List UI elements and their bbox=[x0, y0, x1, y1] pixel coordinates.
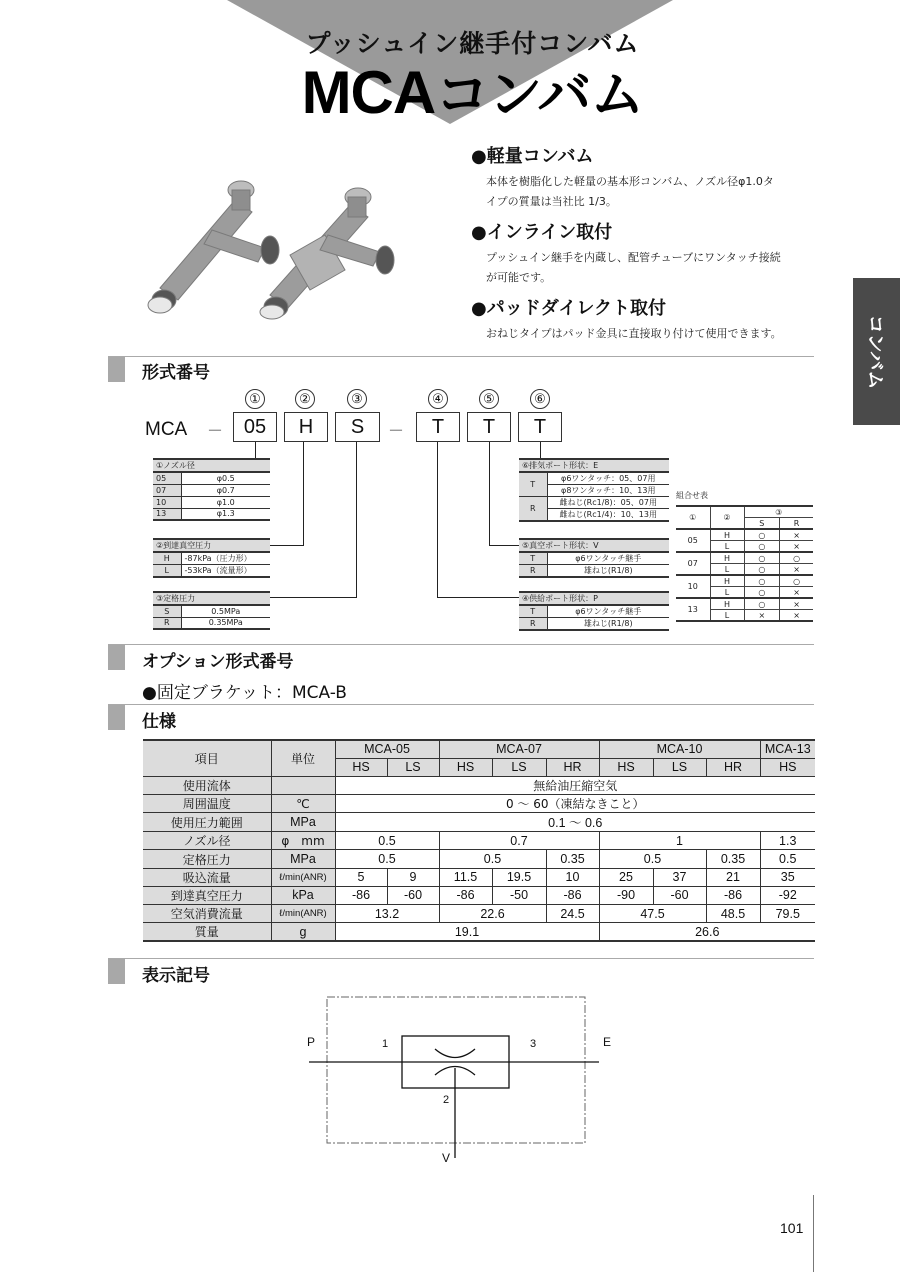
cell: L bbox=[710, 610, 744, 622]
cell: 0.5 bbox=[335, 850, 439, 868]
model-box-vacuum: H bbox=[284, 412, 328, 442]
connector-line bbox=[270, 597, 357, 598]
circled-number-2: ② bbox=[295, 389, 315, 409]
port-number-3: 3 bbox=[530, 1038, 537, 1050]
header-cell: ③ bbox=[744, 506, 813, 518]
section-title-specs: 仕様 bbox=[142, 712, 176, 732]
spec-row-fluid bbox=[143, 776, 815, 794]
header-cell: ① bbox=[676, 506, 710, 529]
page-title bbox=[0, 52, 900, 129]
cell: 19.5 bbox=[492, 868, 546, 886]
cell: 21 bbox=[706, 868, 760, 886]
cell: L bbox=[710, 541, 744, 553]
value-cell: φ0.7 bbox=[181, 484, 270, 496]
port-number-1: 1 bbox=[382, 1038, 389, 1050]
cell: × bbox=[780, 610, 813, 622]
header-variant: LS bbox=[387, 758, 439, 776]
row-label: 定格圧力 bbox=[143, 850, 271, 868]
title-latin: MCA bbox=[301, 59, 436, 126]
row-unit bbox=[271, 776, 335, 794]
vacuum-pressure-table bbox=[153, 538, 270, 578]
section-title-symbol: 表示記号 bbox=[142, 966, 210, 986]
model-box-pressure: S bbox=[335, 412, 380, 442]
header-cell: S bbox=[744, 518, 780, 530]
connector-line bbox=[489, 442, 490, 546]
cell: 79.5 bbox=[760, 905, 815, 923]
section-marker bbox=[108, 959, 125, 984]
section-title-option-model: オプション形式番号 bbox=[142, 652, 294, 672]
cell: H bbox=[710, 552, 744, 564]
cell: -86 bbox=[706, 886, 760, 904]
combo-table-title: 組合せ表 bbox=[676, 491, 708, 500]
cell: 0.5 bbox=[439, 850, 546, 868]
title-jp: コンバム bbox=[435, 63, 644, 126]
code-cell: 13 bbox=[153, 508, 181, 520]
code-cell: R bbox=[153, 617, 181, 629]
circled-number-3: ③ bbox=[347, 389, 367, 409]
code-cell: 10 bbox=[153, 496, 181, 508]
connector-line bbox=[540, 442, 541, 458]
cell: -92 bbox=[760, 886, 815, 904]
table-title: ②到達真空圧力 bbox=[153, 539, 270, 552]
page-number: 101 bbox=[780, 1220, 804, 1236]
table-title: ⑤真空ポート形状：V bbox=[519, 539, 669, 552]
value-cell: 雌ねじ(Rc1/8)：05、07用 bbox=[547, 497, 669, 509]
cell: 0.1 ～ 0.6 bbox=[335, 813, 815, 832]
cell: 無給油圧縮空気 bbox=[335, 776, 815, 794]
header-item: 項目 bbox=[143, 740, 271, 776]
row-label: 使用圧力範囲 bbox=[143, 813, 271, 832]
spec-row-suction bbox=[143, 868, 815, 886]
section-title-model-number: 形式番号 bbox=[142, 363, 210, 383]
port-label-e: E bbox=[603, 1035, 612, 1049]
circled-number-5: ⑤ bbox=[479, 389, 499, 409]
cell: 9 bbox=[387, 868, 439, 886]
code-cell: T bbox=[519, 605, 547, 618]
cell: × bbox=[780, 541, 813, 553]
cell: 11.5 bbox=[439, 868, 492, 886]
connector-line bbox=[437, 442, 438, 598]
cell: × bbox=[780, 598, 813, 610]
section-divider bbox=[108, 356, 814, 357]
cell: 1.3 bbox=[760, 832, 815, 850]
spec-table bbox=[143, 739, 815, 942]
code-cell: 07 bbox=[153, 484, 181, 496]
spec-row-pressure-range bbox=[143, 813, 815, 832]
cell: 48.5 bbox=[706, 905, 760, 923]
cell: ○ bbox=[744, 564, 780, 576]
header-variant: LS bbox=[492, 758, 546, 776]
row-label: 吸込流量 bbox=[143, 868, 271, 886]
product-image bbox=[140, 160, 440, 320]
cell: 0.35 bbox=[546, 850, 599, 868]
cell: -60 bbox=[653, 886, 706, 904]
row-unit: ℓ/min(ANR) bbox=[271, 905, 335, 923]
header-variant: HR bbox=[546, 758, 599, 776]
header-variant: HS bbox=[599, 758, 653, 776]
cell: 0.35 bbox=[706, 850, 760, 868]
cell: L bbox=[710, 587, 744, 599]
side-tab-label: コンバム bbox=[864, 314, 886, 389]
section-marker bbox=[108, 357, 125, 382]
model-box-exhaust-port: T bbox=[518, 412, 562, 442]
vacuum-port-table bbox=[519, 538, 669, 578]
size-cell: 07 bbox=[676, 552, 710, 575]
value-cell: φ6ワンタッチ継手 bbox=[547, 605, 669, 618]
value-cell: φ1.0 bbox=[181, 496, 270, 508]
header-unit: 単位 bbox=[271, 740, 335, 776]
model-dash: － bbox=[207, 423, 224, 440]
spec-row-air-consumption bbox=[143, 905, 815, 923]
header-variant: HS bbox=[439, 758, 492, 776]
model-prefix: MCA bbox=[145, 419, 188, 440]
port-label-v: V bbox=[442, 1151, 451, 1165]
section-divider bbox=[108, 704, 814, 705]
side-tab bbox=[853, 278, 900, 425]
spec-row-temp bbox=[143, 795, 815, 813]
cell: 1 bbox=[599, 832, 760, 850]
header-subtitle: プッシュイン継手付コンバム bbox=[305, 29, 640, 58]
spec-row-nozzle bbox=[143, 832, 815, 850]
table-title: ④供給ポート形状：P bbox=[519, 592, 669, 605]
cell: ○ bbox=[744, 587, 780, 599]
page-edge-line bbox=[813, 1195, 814, 1272]
port-number-2: 2 bbox=[443, 1094, 450, 1106]
supply-port-table bbox=[519, 591, 669, 631]
size-cell: 10 bbox=[676, 575, 710, 598]
code-cell: H bbox=[153, 552, 181, 565]
cell: 10 bbox=[546, 868, 599, 886]
code-cell: 05 bbox=[153, 472, 181, 484]
header-model: MCA-05 bbox=[335, 740, 439, 758]
code-cell: R bbox=[519, 565, 547, 578]
option-bracket: ●固定ブラケット：MCA-B bbox=[142, 683, 347, 703]
cell: 0.5 bbox=[335, 832, 439, 850]
value-cell: φ8ワンタッチ：10、13用 bbox=[547, 485, 669, 497]
cell: ○ bbox=[744, 552, 780, 564]
header-model: MCA-07 bbox=[439, 740, 599, 758]
feature-line: 本体を樹脂化した軽量の基本形コンバム、ノズル径φ1.0タ bbox=[486, 175, 774, 188]
cell: -86 bbox=[335, 886, 387, 904]
row-label: 空気消費流量 bbox=[143, 905, 271, 923]
cell: 24.5 bbox=[546, 905, 599, 923]
header-model: MCA-13 bbox=[760, 740, 815, 758]
feature-text-pad-direct bbox=[486, 324, 818, 344]
cell: -86 bbox=[439, 886, 492, 904]
code-cell: T bbox=[519, 472, 547, 497]
exhaust-port-table bbox=[519, 458, 669, 522]
header-variant: LS bbox=[653, 758, 706, 776]
cell: 0.5 bbox=[599, 850, 706, 868]
spec-row-vacuum bbox=[143, 886, 815, 904]
row-label: 周囲温度 bbox=[143, 795, 271, 813]
value-cell: 雄ねじ(R1/8) bbox=[547, 565, 669, 578]
row-unit: MPa bbox=[271, 850, 335, 868]
cell: ○ bbox=[744, 598, 780, 610]
feature-heading-inline: ●インライン取付 bbox=[471, 222, 613, 243]
value-cell: -53kPa（流量形） bbox=[181, 565, 270, 578]
cell: ○ bbox=[744, 575, 780, 587]
cell: H bbox=[710, 529, 744, 541]
table-title: ③定格圧力 bbox=[153, 592, 270, 605]
feature-text-inline bbox=[486, 248, 818, 288]
model-box-nozzle: 05 bbox=[233, 412, 277, 442]
row-unit: g bbox=[271, 923, 335, 942]
cell: × bbox=[780, 587, 813, 599]
cell: 26.6 bbox=[599, 923, 815, 942]
cell: 0 ～ 60（凍結なきこと） bbox=[335, 795, 815, 813]
section-marker bbox=[108, 705, 125, 730]
cell: 37 bbox=[653, 868, 706, 886]
cell: 13.2 bbox=[335, 905, 439, 923]
row-label: ノズル径 bbox=[143, 832, 271, 850]
size-cell: 05 bbox=[676, 529, 710, 552]
header-model: MCA-10 bbox=[599, 740, 760, 758]
section-divider bbox=[108, 644, 814, 645]
combination-table bbox=[676, 505, 813, 622]
cell: -86 bbox=[546, 886, 599, 904]
cell: -50 bbox=[492, 886, 546, 904]
connector-line bbox=[270, 545, 304, 546]
connector-line bbox=[437, 597, 519, 598]
section-divider bbox=[108, 958, 814, 959]
value-cell: 雌ねじ(Rc1/4)：10、13用 bbox=[547, 509, 669, 522]
code-cell: R bbox=[519, 618, 547, 631]
table-title: ①ノズル径 bbox=[153, 459, 270, 472]
size-cell: 13 bbox=[676, 598, 710, 621]
value-cell: 0.5MPa bbox=[181, 605, 270, 617]
feature-heading-pad-direct: ●パッドダイレクト取付 bbox=[471, 298, 666, 319]
cell: × bbox=[744, 610, 780, 622]
row-unit: ℓ/min(ANR) bbox=[271, 868, 335, 886]
value-cell: 0.35MPa bbox=[181, 617, 270, 629]
cell: ○ bbox=[780, 552, 813, 564]
cell: ○ bbox=[744, 541, 780, 553]
cell: 0.7 bbox=[439, 832, 599, 850]
rated-pressure-table bbox=[153, 591, 270, 630]
code-cell: L bbox=[153, 565, 181, 578]
cell: ○ bbox=[744, 529, 780, 541]
header-cell: R bbox=[780, 518, 813, 530]
header-variant: HS bbox=[335, 758, 387, 776]
cell: 0.5 bbox=[760, 850, 815, 868]
cell: ○ bbox=[780, 575, 813, 587]
value-cell: 雄ねじ(R1/8) bbox=[547, 618, 669, 631]
cell: 47.5 bbox=[599, 905, 706, 923]
header-cell: ② bbox=[710, 506, 744, 529]
code-cell: R bbox=[519, 497, 547, 522]
ejector-symbol-diagram bbox=[300, 990, 630, 1170]
spec-row-rated bbox=[143, 850, 815, 868]
feature-text-lightweight bbox=[486, 172, 818, 212]
model-box-supply-port: T bbox=[416, 412, 460, 442]
section-marker bbox=[108, 645, 125, 670]
row-unit: kPa bbox=[271, 886, 335, 904]
cell: -60 bbox=[387, 886, 439, 904]
cell: H bbox=[710, 598, 744, 610]
code-cell: S bbox=[153, 605, 181, 617]
cell: × bbox=[780, 529, 813, 541]
feature-line: プッシュイン継手を内蔵し、配管チューブにワンタッチ接続 bbox=[486, 251, 781, 264]
circled-number-1: ① bbox=[245, 389, 265, 409]
row-unit: ℃ bbox=[271, 795, 335, 813]
model-box-vacuum-port: T bbox=[467, 412, 511, 442]
value-cell: -87kPa（圧力形） bbox=[181, 552, 270, 565]
header-variant: HS bbox=[760, 758, 815, 776]
cell: × bbox=[780, 564, 813, 576]
circled-number-4: ④ bbox=[428, 389, 448, 409]
spec-row-mass bbox=[143, 923, 815, 942]
connector-line bbox=[356, 442, 357, 598]
feature-line: イプの質量は当社比 1/3。 bbox=[486, 195, 617, 208]
code-cell: T bbox=[519, 552, 547, 565]
cell: 19.1 bbox=[335, 923, 599, 942]
model-dash: － bbox=[388, 423, 405, 440]
cell: 5 bbox=[335, 868, 387, 886]
row-unit: φ mm bbox=[271, 832, 335, 850]
value-cell: φ6ワンタッチ：05、07用 bbox=[547, 472, 669, 485]
cell: 35 bbox=[760, 868, 815, 886]
value-cell: φ1.3 bbox=[181, 508, 270, 520]
cell: 22.6 bbox=[439, 905, 546, 923]
connector-line bbox=[489, 545, 519, 546]
value-cell: φ6ワンタッチ継手 bbox=[547, 552, 669, 565]
cell: L bbox=[710, 564, 744, 576]
feature-line: おねじタイプはパッド金具に直接取り付けて使用できます。 bbox=[486, 327, 782, 340]
row-label: 使用流体 bbox=[143, 776, 271, 794]
circled-number-6: ⑥ bbox=[530, 389, 550, 409]
table-title: ⑥排気ポート形状：E bbox=[519, 459, 669, 472]
connector-line bbox=[255, 442, 256, 458]
header-variant: HR bbox=[706, 758, 760, 776]
row-label: 質量 bbox=[143, 923, 271, 942]
row-label: 到達真空圧力 bbox=[143, 886, 271, 904]
cell: -90 bbox=[599, 886, 653, 904]
row-unit: MPa bbox=[271, 813, 335, 832]
connector-line bbox=[303, 442, 304, 546]
port-label-p: P bbox=[307, 1035, 316, 1049]
feature-heading-lightweight: ●軽量コンバム bbox=[471, 146, 594, 167]
cell: H bbox=[710, 575, 744, 587]
value-cell: φ0.5 bbox=[181, 472, 270, 484]
cell: 25 bbox=[599, 868, 653, 886]
nozzle-table bbox=[153, 458, 270, 521]
feature-line: が可能です。 bbox=[486, 271, 552, 284]
